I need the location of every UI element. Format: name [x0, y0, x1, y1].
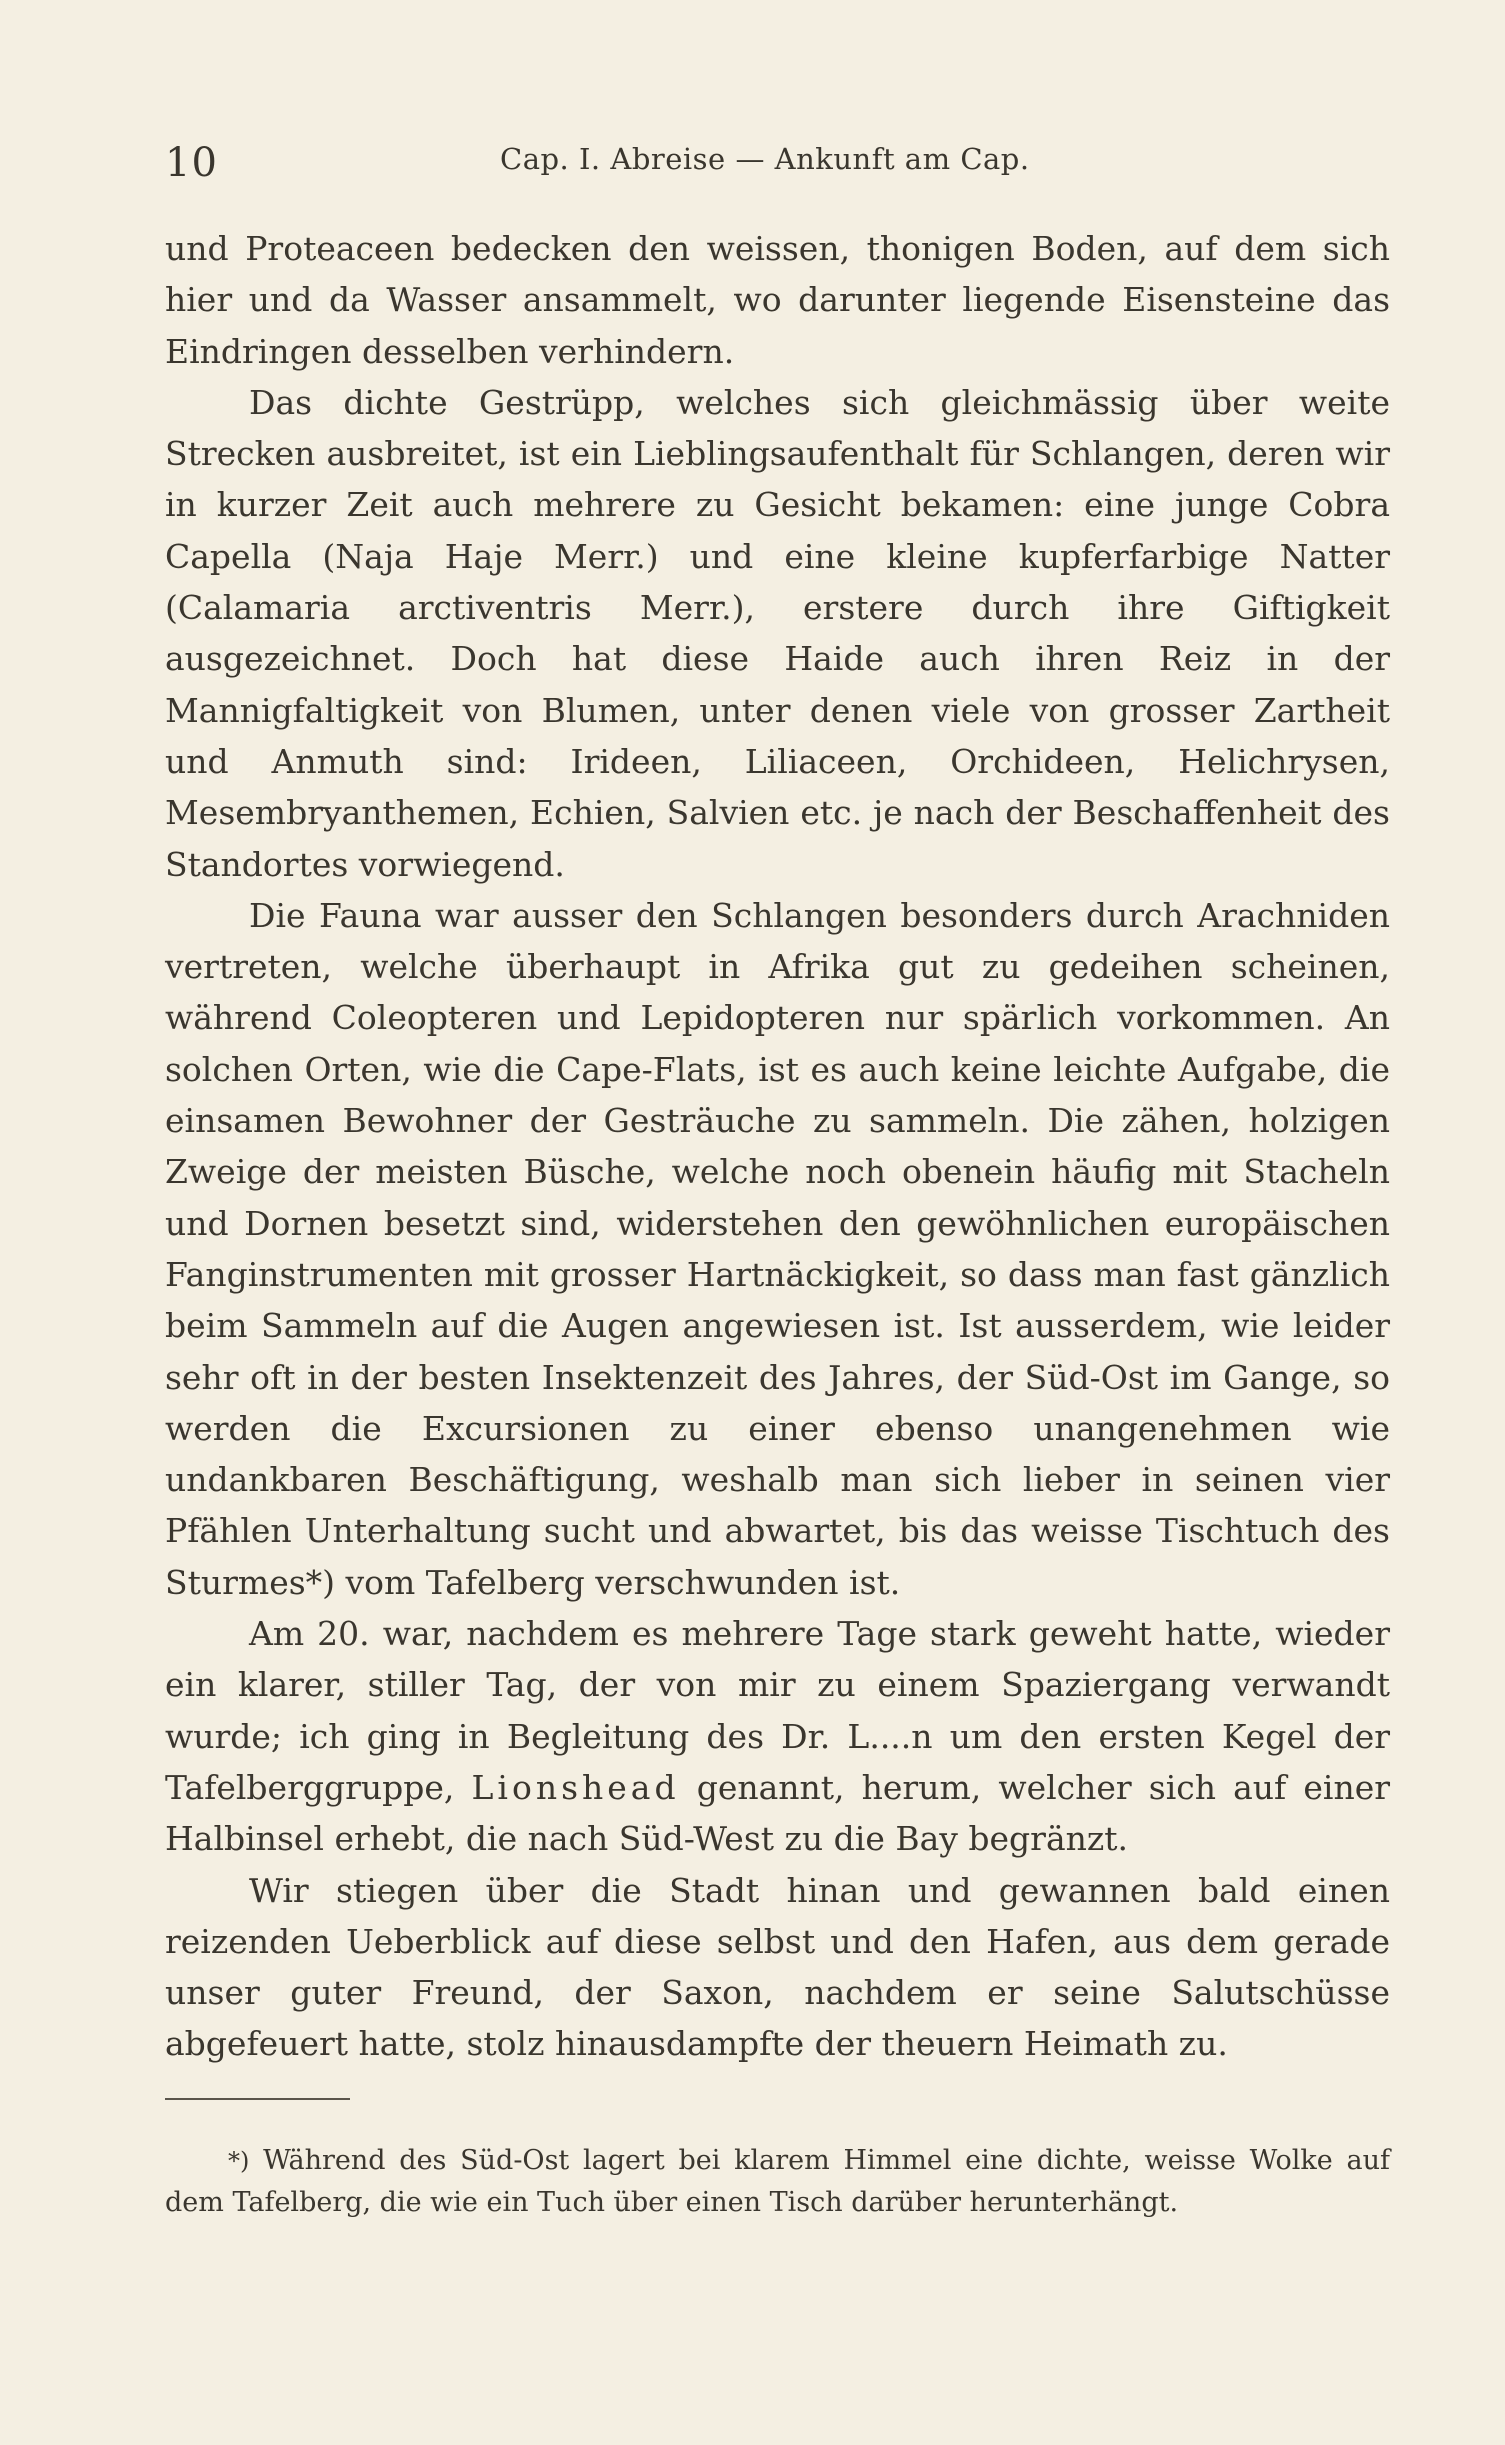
page-header	[165, 130, 1390, 190]
paragraph-snakes-flowers: Das dichte Gestrüpp, welches sich gleichmässig über weite Strecken ausbreitet, ist ein Lieblingsaufenthalt für Schlangen, deren wir in kurzer Zeit auch mehrere zu Gesicht bekamen: eine junge Cobra Capella (Naja Haje Merr.) und eine kleine kupferfarbige Natter (Calamaria arctiventris Merr.), erstere durch ihre Giftigkeit ausgezeichnet. Doch hat diese Haide auch ihren Reiz in der Mannigfaltigkeit von Blumen, unter denen viele von grosser Zartheit und Anmuth sind: Irideen, Liliaceen, Orchideen, Helichrysen, Mesembryanthemen, Echien, Salvien etc. je nach der Beschaffenheit des Standortes vorwiegend.	[165, 382, 1390, 884]
footnote-text-block	[165, 2140, 1390, 2224]
footnote-text: Während des Süd-Ost lagert bei klarem Himmel eine dichte, weisse Wolke auf dem Tafelberg, die wie ein Tuch über einen Tisch darüber herunterhängt.	[165, 2145, 1390, 2218]
paragraph-continuation: und Proteaceen bedecken den weissen, thonigen Boden, auf dem sich hier und da Wasser ansammelt, wo darunter liegende Eisensteine das Eindringen desselben verhindern.	[165, 229, 1390, 371]
paragraph-walk-part-1: Am 20. war, nachdem es mehrere Tage stark geweht hatte, wieder ein klarer, stiller Tag, der von mir zu einem Spaziergang verwandt wurde; ich ging in Begleitung des Dr. L....n um den ersten Kegel der Tafelberggruppe,	[165, 1614, 1390, 1807]
paragraph-walk-lionshead	[165, 1608, 1390, 1864]
footnote-divider	[165, 2098, 350, 2100]
footnote-marker: *)	[228, 2147, 250, 2175]
lionshead-spaced-term: Lionshead	[471, 1767, 680, 1807]
paragraph-walk-part-2: genannt, herum, welcher sich auf einer Halbinsel erhebt, die nach Süd-West zu die Bay begränzt.	[165, 1767, 1390, 1859]
footnote	[165, 2140, 1390, 2224]
page-number: 10	[165, 140, 218, 186]
paragraph-fauna: Die Fauna war ausser den Schlangen besonders durch Arachniden vertreten, welche überhaupt in Afrika gut zu gedeihen scheinen, während Coleopteren und Lepidopteren nur spärlich vorkommen. An solchen Orten, wie die Cape-Flats, ist es auch keine leichte Aufgabe, die einsamen Bewohner der Gesträuche zu sammeln. Die zähen, holzigen Zweige der meisten Büsche, welche noch obenein häufig mit Stacheln und Dornen besetzt sind, widerstehen den gewöhnlichen europäischen Fanginstrumenten mit grosser Hartnäckigkeit, so dass man fast gänzlich beim Sammeln auf die Augen angewiesen ist. Ist ausserdem, wie leider sehr oft in der besten Insektenzeit des Jahres, der Süd-Ost im Gange, so werden die Excursionen zu einer ebenso unangenehmen wie undankbaren Beschäftigung, weshalb man sich lieber in seinen vier Pfählen Unterhaltung sucht und abwartet, bis das weisse Tischtuch des Sturmes*) vom Tafelberg verschwunden ist.	[165, 895, 1390, 1602]
running-head: Cap. I. Abreise — Ankunft am Cap.	[500, 142, 1030, 176]
paragraph-view-harbour: Wir stiegen über die Stadt hinan und gewannen bald einen reizenden Ueberblick auf diese selbst und den Hafen, aus dem gerade unser guter Freund, der Saxon, nachdem er seine Salutschüsse abgefeuert hatte, stolz hinausdampfte der theuern Heimath zu.	[165, 1870, 1390, 2064]
body-text	[165, 223, 1390, 2070]
